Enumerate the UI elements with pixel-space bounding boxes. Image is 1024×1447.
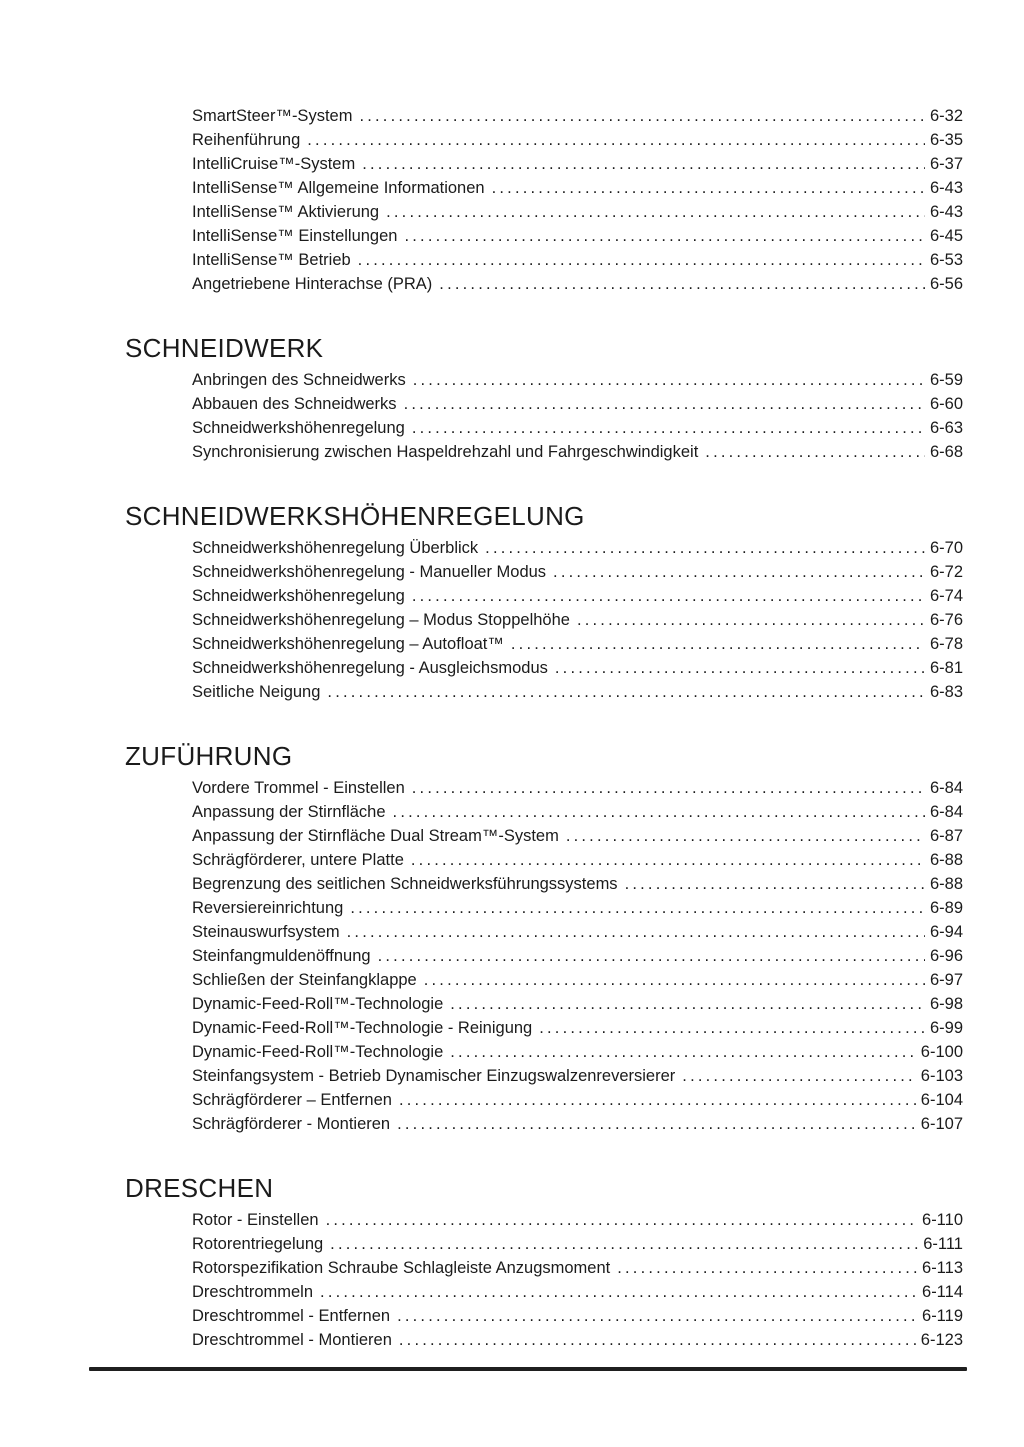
dot-leader — [358, 248, 925, 272]
dot-leader — [307, 128, 925, 152]
toc-entry-page: 6-113 — [922, 1259, 963, 1277]
toc-entry-page: 6-87 — [929, 827, 963, 845]
toc-entry-label: Rotorentriegelung — [192, 1235, 324, 1253]
toc-entry — [192, 896, 963, 920]
toc-entry-page: 6-103 — [920, 1067, 963, 1085]
section-title: SCHNEIDWERK — [125, 333, 324, 363]
toc-entry-page: 6-45 — [929, 227, 963, 245]
toc-entry — [192, 560, 963, 584]
dot-leader — [424, 968, 925, 992]
toc-entry — [192, 224, 963, 248]
toc-entry-page: 6-110 — [922, 1211, 963, 1229]
toc-entry-label: Schneidwerkshöhenregelung - Ausgleichsmodus — [192, 659, 548, 677]
toc-entry-page: 6-81 — [929, 659, 963, 677]
toc-entry-label: Abbauen des Schneidwerks — [192, 395, 397, 413]
toc-entry — [192, 776, 963, 800]
dot-leader — [350, 896, 925, 920]
toc-entry-label: Dreschtrommel - Montieren — [192, 1331, 392, 1349]
toc-entry-page: 6-97 — [929, 971, 963, 989]
toc-entry — [192, 128, 963, 152]
toc-entry — [192, 368, 963, 392]
toc-entry-page: 6-37 — [929, 155, 963, 173]
toc-entry-label: Dynamic-Feed-Roll™-Technologie — [192, 1043, 444, 1061]
toc-entry-page: 6-94 — [929, 923, 963, 941]
toc-entry-page: 6-114 — [922, 1283, 963, 1301]
toc-entry-page: 6-59 — [929, 371, 963, 389]
toc-entry — [192, 1112, 963, 1136]
toc-entry-label: Schneidwerkshöhenregelung - Manueller Modus — [192, 563, 547, 581]
toc-entry-label: Schneidwerkshöhenregelung — [192, 419, 405, 437]
toc-entry-page: 6-70 — [929, 539, 963, 557]
dot-leader — [450, 1040, 916, 1064]
toc-entry-label: IntelliCruise™-System — [192, 155, 356, 173]
toc-entry-label: Schneidwerkshöhenregelung – Autofloat™ — [192, 635, 504, 653]
toc-entry-label: Schrägförderer - Montieren — [192, 1115, 391, 1133]
section-entries — [125, 536, 963, 704]
toc-entry-label: IntelliSense™ Betrieb — [192, 251, 351, 269]
toc-entry-label: Vordere Trommel - Einstellen — [192, 779, 405, 797]
dot-leader — [566, 824, 925, 848]
dot-leader — [320, 1280, 917, 1304]
toc-entry — [192, 680, 963, 704]
toc-entry-page: 6-88 — [929, 851, 963, 869]
dot-leader — [362, 152, 925, 176]
toc-entry — [192, 632, 963, 656]
toc-entry — [192, 872, 963, 896]
toc-entry — [192, 968, 963, 992]
toc-entry-label: Anpassung der Stirnfläche Dual Stream™-System — [192, 827, 559, 845]
toc-entry-label: Steinauswurfsystem — [192, 923, 340, 941]
dot-leader — [404, 224, 925, 248]
dot-leader — [553, 560, 925, 584]
toc-entry-page: 6-68 — [929, 443, 963, 461]
dot-leader — [399, 1088, 916, 1112]
toc-entry — [192, 944, 963, 968]
toc-entry — [192, 200, 963, 224]
dot-leader — [617, 1256, 917, 1280]
toc-entry — [192, 176, 963, 200]
toc-entry — [192, 272, 963, 296]
toc-entry-page: 6-43 — [929, 203, 963, 221]
toc-entry — [192, 584, 963, 608]
toc-entry-label: Schneidwerkshöhenregelung — [192, 587, 405, 605]
toc-entry-page: 6-88 — [929, 875, 963, 893]
toc-entry-page: 6-74 — [929, 587, 963, 605]
dot-leader — [485, 536, 925, 560]
toc-entry — [192, 392, 963, 416]
table-of-contents — [125, 0, 963, 1352]
toc-section — [125, 1172, 963, 1352]
section-entries — [125, 776, 963, 1136]
dot-leader — [404, 392, 925, 416]
toc-entry — [192, 1064, 963, 1088]
dot-leader — [682, 1064, 916, 1088]
toc-entry-page: 6-43 — [929, 179, 963, 197]
dot-leader — [577, 608, 925, 632]
toc-entry — [192, 1208, 963, 1232]
toc-entry — [192, 656, 963, 680]
toc-section — [125, 740, 963, 1136]
toc-entry-label: Reihenführung — [192, 131, 301, 149]
toc-entry-page: 6-119 — [922, 1307, 963, 1325]
dot-leader — [412, 416, 925, 440]
toc-entry-label: IntelliSense™ Aktivierung — [192, 203, 380, 221]
section-title: DRESCHEN — [125, 1173, 274, 1203]
toc-entry-page: 6-56 — [929, 275, 963, 293]
toc-entry-page: 6-107 — [920, 1115, 963, 1133]
toc-entry-label: Schrägförderer – Entfernen — [192, 1091, 392, 1109]
toc-entry-page: 6-76 — [929, 611, 963, 629]
section-entries — [125, 104, 963, 296]
toc-entry-page: 6-78 — [929, 635, 963, 653]
toc-entry-label: Dynamic-Feed-Roll™-Technologie — [192, 995, 444, 1013]
dot-leader — [411, 848, 925, 872]
toc-entry — [192, 536, 963, 560]
toc-entry — [192, 1256, 963, 1280]
toc-entry-label: Schließen der Steinfangklappe — [192, 971, 417, 989]
toc-entry-label: Synchronisierung zwischen Haspeldrehzahl und Fahrgeschwindigkeit — [192, 443, 699, 461]
section-title: SCHNEIDWERKSHÖHENREGELUNG — [125, 501, 585, 531]
dot-leader — [492, 176, 925, 200]
toc-entry-label: Schneidwerkshöhenregelung – Modus Stoppelhöhe — [192, 611, 570, 629]
toc-entry-page: 6-99 — [929, 1019, 963, 1037]
toc-entry-page: 6-53 — [929, 251, 963, 269]
toc-entry — [192, 920, 963, 944]
toc-entry-label: Angetriebene Hinterachse (PRA) — [192, 275, 433, 293]
toc-entry-label: SmartSteer™-System — [192, 107, 353, 125]
toc-entry-label: Dynamic-Feed-Roll™-Technologie - Reinigung — [192, 1019, 533, 1037]
dot-leader — [705, 440, 925, 464]
toc-entry — [192, 824, 963, 848]
dot-leader — [539, 1016, 925, 1040]
toc-entry — [192, 1328, 963, 1352]
toc-entry-label: Dreschtrommel - Entfernen — [192, 1307, 391, 1325]
toc-entry-label: Rotorspezifikation Schraube Schlagleiste Anzugsmoment — [192, 1259, 611, 1277]
toc-entry-page: 6-123 — [920, 1331, 963, 1349]
toc-entry-page: 6-98 — [929, 995, 963, 1013]
dot-leader — [326, 1208, 917, 1232]
dot-leader — [450, 992, 925, 1016]
toc-entry — [192, 848, 963, 872]
toc-entry-label: Seitliche Neigung — [192, 683, 321, 701]
toc-entry-page: 6-84 — [929, 803, 963, 821]
toc-entry-page: 6-35 — [929, 131, 963, 149]
dot-leader — [412, 584, 925, 608]
toc-entry-page: 6-104 — [920, 1091, 963, 1109]
toc-entry — [192, 992, 963, 1016]
toc-entry-label: Schneidwerkshöhenregelung Überblick — [192, 539, 479, 557]
dot-leader — [359, 104, 925, 128]
toc-entry-label: Begrenzung des seitlichen Schneidwerksführungssystems — [192, 875, 618, 893]
toc-entry-page: 6-111 — [923, 1235, 963, 1253]
toc-entry-label: Steinfangsystem - Betrieb Dynamischer Einzugswalzenreversierer — [192, 1067, 676, 1085]
toc-entry — [192, 1232, 963, 1256]
dot-leader — [399, 1328, 916, 1352]
section-entries — [125, 368, 963, 464]
toc-entry — [192, 1040, 963, 1064]
dot-leader — [439, 272, 925, 296]
toc-entry-label: Rotor - Einstellen — [192, 1211, 319, 1229]
dot-leader — [327, 680, 925, 704]
toc-entry — [192, 104, 963, 128]
dot-leader — [412, 776, 925, 800]
dot-leader — [378, 944, 925, 968]
dot-leader — [347, 920, 925, 944]
toc-section — [125, 500, 963, 704]
section-title: ZUFÜHRUNG — [125, 741, 293, 771]
dot-leader — [393, 800, 925, 824]
toc-entry-label: Dreschtrommeln — [192, 1283, 314, 1301]
toc-entry — [192, 800, 963, 824]
toc-entry-label: Anbringen des Schneidwerks — [192, 371, 406, 389]
dot-leader — [625, 872, 925, 896]
dot-leader — [555, 656, 925, 680]
toc-entry-page: 6-63 — [929, 419, 963, 437]
toc-entry — [192, 248, 963, 272]
toc-entry — [192, 608, 963, 632]
toc-entry-page: 6-32 — [929, 107, 963, 125]
toc-section — [125, 104, 963, 296]
toc-entry-label: Schrägförderer, untere Platte — [192, 851, 404, 869]
toc-entry-page: 6-89 — [929, 899, 963, 917]
toc-entry-label: Reversiereinrichtung — [192, 899, 344, 917]
footer-divider — [89, 1367, 967, 1371]
section-entries — [125, 1208, 963, 1352]
dot-leader — [330, 1232, 918, 1256]
dot-leader — [397, 1112, 916, 1136]
toc-entry — [192, 152, 963, 176]
toc-entry-page: 6-84 — [929, 779, 963, 797]
toc-entry-label: IntelliSense™ Allgemeine Informationen — [192, 179, 485, 197]
toc-entry-label: IntelliSense™ Einstellungen — [192, 227, 398, 245]
toc-entry — [192, 440, 963, 464]
toc-entry-label: Steinfangmuldenöffnung — [192, 947, 371, 965]
toc-entry-page: 6-83 — [929, 683, 963, 701]
toc-entry — [192, 1088, 963, 1112]
toc-entry-page: 6-96 — [929, 947, 963, 965]
dot-leader — [397, 1304, 917, 1328]
dot-leader — [413, 368, 925, 392]
dot-leader — [386, 200, 925, 224]
toc-entry — [192, 1016, 963, 1040]
toc-entry-page: 6-100 — [920, 1043, 963, 1061]
toc-entry-label: Anpassung der Stirnfläche — [192, 803, 386, 821]
toc-entry — [192, 1304, 963, 1328]
toc-entry-page: 6-60 — [929, 395, 963, 413]
toc-entry — [192, 416, 963, 440]
toc-section — [125, 332, 963, 464]
dot-leader — [511, 632, 925, 656]
toc-entry — [192, 1280, 963, 1304]
toc-entry-page: 6-72 — [929, 563, 963, 581]
